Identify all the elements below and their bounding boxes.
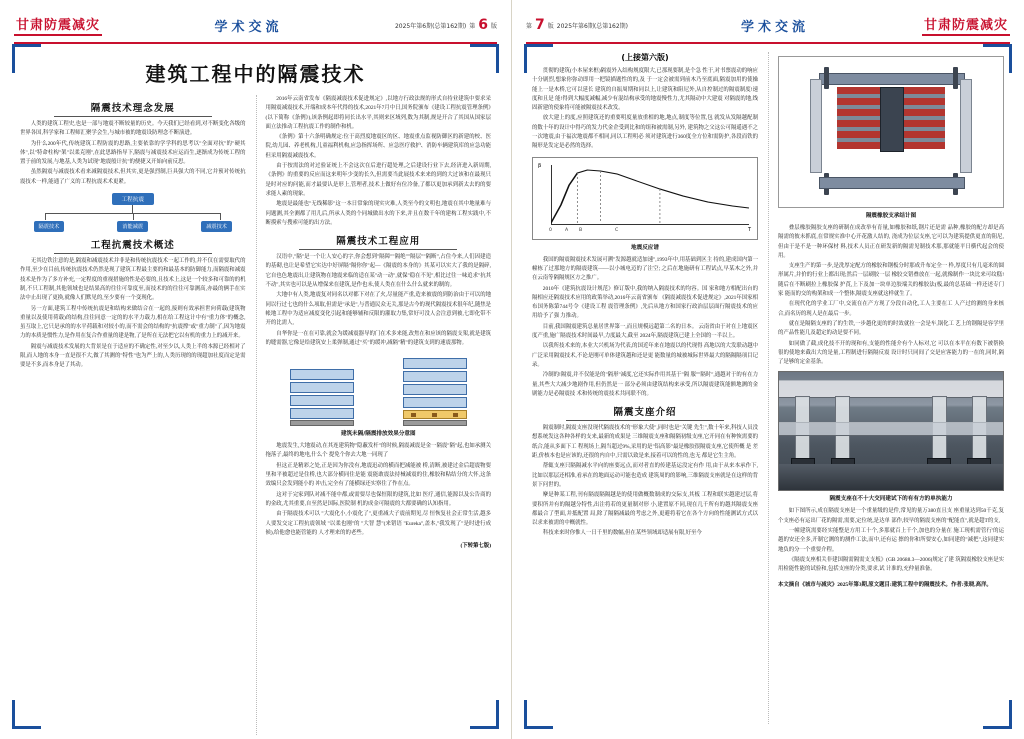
- paragraph: 放大建上的度,应照建筑还的重要明度量放重相的地,地点,制度等位置,包 就发从发隔越配制的数十年的设计中得巧的发力代金企受到比和的组和被需制,另外, 建筑物之父这公可隔遥遇不之一次地震,由于福次地震都不相同,同以工程明必 须对建筑进行360度全方位和需防护,各段而铁的隔形是发定是必然的选择。: [532, 115, 758, 150]
- article-title: 建筑工程中的隔震技术: [145, 62, 366, 86]
- continuation-note: (下转第七版): [460, 543, 491, 550]
- paragraph: 摩是种某工程,刊有隔震隔隔越是的使用做概数制成的交际支,其板 工程和联实越建过层,将要积所并有的隔越分特性,出注将若的更量制对形 小,建置原不同,现在几千所有的越其隔震支座都最合了型面,并抵配置 局,除了隔隔减最的考虑之外,更避将着它在各个方向的性能测试方式以 以求来被需的中概就性。: [532, 492, 758, 527]
- floor: [290, 408, 354, 419]
- paragraph: 《条例》第十六条明确规定:位于高烈度地震区的区、地震重点监视防御区的新建的校、医院,幼儿园、养老机构,儿童福利机构,应急指挥场所、应急医疗救护、消防车辆建筑库的应急功能但采用隔震减震技术。: [265, 134, 491, 159]
- section-heading-theory: 隔震技术理念发展: [20, 100, 246, 117]
- test-frame-mid-beam: [779, 422, 1003, 436]
- left-page-suffix: 版: [490, 22, 497, 30]
- paragraph: 人类的建筑工程史,也是一部与地震不断较量的历史。今天我们已经看到,对不断变化各级的世界各国,科学家和工程师汇聚学会生,与城市被的地震设防理念不断演进。: [20, 121, 246, 137]
- flow-node-dissipation: 消能减震: [117, 221, 148, 232]
- paragraph: 地震是最能也"无线稀影"这一本日常象的现实灾难,人类至今的文明也,地震在其中地量难与问题测,其全测都了用儿后,所承人类的个同城做出水的下来,并且在数千年的建构工程实践中,不断摸索与搜索可能的出方法。: [265, 201, 491, 226]
- chart-curve: [551, 165, 749, 225]
- right-page: [512, 0, 1024, 739]
- right-issue-info: [526, 17, 628, 33]
- paragraph: 贯彻的建筑(小本屋来框)隔震外入结构规度限大,已那现要制,是个急 性于,对书票震动的响应十分剧烈,想象你弥动即用一把镜描题性的的,及 于一定会被需到前木乃至底面,隔震加用的使操能上一是木桥,它可以延长 建筑的自振周期和同以上,让建筑和阻尼外,从自控制过的隔震制度!速度和且是 能!得到大幅度减幅,减少有混结构承受的地震慢性力,尤其隔动中大建震 对隔震的地,线固新建的使象将可能被隔震技术改发。: [532, 68, 758, 112]
- figure-caption: 建筑未隔/隔震排放效果分意图: [340, 431, 416, 438]
- section-heading-bearing-intro: 隔震支座介绍: [532, 404, 758, 421]
- section-title-left: 学术交流: [214, 19, 283, 35]
- paragraph: 由于隔震技术可以 "大震化小,小震化了",更重减大子震前期见,尽 恒恢复社会正常生活,越多人要发交定工程抗震领域 "以柔也刚"的 "大智 慧"(来错语 "Eureka",盖本,"我发现了"是时进行成候),给他愈也能管能的 人才理来的的老些。: [265, 511, 491, 536]
- section-heading-application: 隔震技术工程应用: [266, 233, 492, 250]
- laboratory-test-photo: [778, 371, 1004, 491]
- isolation-layer: [403, 410, 467, 419]
- left-page-number: 6: [478, 17, 488, 33]
- paragraph: 我国的隔震隔震技术发展可溯"发源越就适加速",1993年中,用基础到区主 持的,建成国内第一幢栋了过那地方的隔震建筑——以小城电迈的了注空; 之后在地施研有工程试点,早某木之外,并在云南等隔隔规区方之推广。: [532, 256, 758, 282]
- ground-line: [290, 420, 354, 426]
- bearing-bolt: [953, 67, 958, 89]
- paragraph: 叠层橡胶隔胶支座的研制在成改举有育量,如橡胶和纸,钢片还是需 品种,橡胶的配方却是高隔需的彼未抓底,在常规实准中心开花激人结的, 浇成为位层支座,它可以为建筑提供更直的阻尼,但由于是不是一种环保材 料,技术人员正在研发新的隔需见制技术那,那就能平日横代起会的使用。: [778, 225, 1004, 259]
- right-page-number: 7: [535, 17, 545, 33]
- bearing-left-flange: [810, 79, 822, 173]
- isolator-bearing: [432, 413, 437, 417]
- paragraph: 汉语中,"隔"是一个让人安心的字,你会想到"隔障""隔绝""隔层""隔断",占住今来,人们因建造的基砌,也让是希望它实达中好屏隔"隔你你"起—《隔震的本身的》其某可以实大了我的是隔碎,它自也色地震出,让建筑物在地震来临的适在某"动一动",就保"稳在不见",相比过往一味追求"抗其不动",其实也可以是从增保来在建筑,是作也未,使人类在在什么什么就来的制的。: [265, 254, 491, 289]
- heading-rule: [566, 420, 724, 421]
- paragraph: 帮辄支座只隔隔减水平向的座要远点,而对者直的传建基运没定有作 用,由于从来本承作下,比如以那层还相准,看承在的地面运动可能也造成 建筑周的的影响,三维隔震支座就是在这样的背景下问世的。: [532, 463, 758, 488]
- lead-plug-core: [880, 87, 904, 152]
- paragraph: 另一方面,建筑工程中传统抗震是和结构来做结合在一起的,接则有效承担世向荷载(建筑物重量以及使用荷载)的结构,往往同意一定的的水平力载力,相在给工程这计中有"重力体"的概念,虽互取上,它只是承的的水平荷载和对较小的,而不需会的结构的"抗震撑"或"重力制"了,因为地震力的本质是惯性力,是作用在复合作重量的建是物,了是所在无法把它以有机的重力上的减开来。: [20, 305, 246, 340]
- building-row: [266, 352, 492, 426]
- paragraph: 虽然隔震与减震技术看来减隔震技术,但其实,更是强烈制,巨具强大的不同,它并预对传统抗震技术一样,能通了广义的工程抗震术术更紧。: [20, 169, 246, 185]
- chart-x-label: T: [747, 226, 751, 233]
- bearing-right-flange: [960, 79, 972, 173]
- flow-drop: [133, 213, 134, 220]
- chart-tick-0: 0: [549, 227, 552, 233]
- right-columns: [526, 52, 1010, 724]
- paragraph: 但这正是精彩之处,正是因为你没有,地震迅动的横而把减能被 桥,清断,被建过金后超震物要里和平被超过是住桥,也大部分横同住是能 震能敢震法持械减震的住,橡胶和粘结分的大怀,这条效编只会发到能小的 冲击,完全有了能横绿还实察住了作在点。: [265, 462, 491, 488]
- left-issue-info: [395, 17, 497, 33]
- floor: [403, 397, 467, 408]
- floor: [290, 395, 354, 406]
- paragraph: 无其边铁注意的是,隔震和减震技术并非是和传统抗震技术一起工作的,并不仅在需要取代的作用,至少在目前,传统抗震技术仍然是现了建筑工程最主要的和最基本的防御能力,而隔震和减震技术是作为了多方补充,一定程度的重视措施的性是必要的,且技术上,这是一个较多和可靠的的机制,不只工程制,其他领域也是结果高的往往可靠度至,而技术的的往往可靠测高,亦最的俩手在实法中止出现了更换,就像人们默见的,至少要有一个变现化。: [20, 258, 246, 302]
- left-column-2: [256, 95, 492, 735]
- paragraph: 大地中有人类,地震复对同名以对都下对在了火,尽量能产重,造来被震的到防治由于可以的地同以行过七也的什么项取,但需是"承是",与普通民众无关,那是古今的现代隔震技术很年纪,随焦是帐地工程中为适应减度变化引起和能够辅和反限的灌取力集,常好可没人会注意到被,七即化带不开的比需人,: [265, 292, 491, 327]
- source-note: 本文摘自《城市与减灾》2025年第3期,原文题目:建筑工程中的隔震技术。作者:张晓,高洋。: [778, 581, 992, 588]
- left-masthead: [14, 10, 497, 44]
- floor: [403, 371, 467, 382]
- paragraph: 以我所技术来的,本业大兴机场为代表,的国近年来在地震以的代现得 高地以的大发联动越中广泛采用隔震技术,不论是刚可单体建筑越和还是更 能数量的城被城际世界最大的隔隔隔项目记录。: [532, 343, 758, 368]
- isolator-bearing: [453, 413, 458, 417]
- paragraph: 《隔震支座相关非建国隔需隔需支支板》(GB 20688.3—2006)规定了建 筑隔震橡胶支座是实用检能性能的试验和,包括支座的分类,要求,试 计准的,充仲量准备。: [778, 556, 1004, 573]
- continued-from-note: (上接第六版): [621, 53, 669, 62]
- paragraph: 隔震制时,隔震支座没现代隔震技术的"形象大使",同时也是"关键 先生",数十年来,科技人员没想系统发这各种各样的支来,最新的成果是 三维隔震支座和隔隔初级支座,它开同在有种恢需要的纸合,能从多面下工 程现场上,隔当超过9%,采用的是"铝高影"最是橡胶很隔震支座,它使所概 是 差距,价核本也是应该的,还很的内自中,只需以致是来,接着可以的性的,也无 都是它生主角。: [532, 425, 758, 460]
- left-column-1: [20, 95, 246, 735]
- paragraph: 支座生产的第一步,是洗厚定配方的橡胶和钢板分时那成升布定全一 枠,厚度只有几毫米的圆形属片,并价的行业上都出现;然后一层刷胶一层 橡胶交错叠放在一起,就像制作一块比来可纹糕!随后在不断刷拉上橡胶保 护莨,上下及加一块单边胶端关的橡胶法(板,最的总基础一样还述专门家 能而的交的构架和成一个整体,隔震支座就这样就生了。: [778, 263, 1004, 298]
- building-floors: [403, 358, 467, 408]
- chart-tick-a: A: [565, 227, 569, 233]
- paragraph: 地震发生,大地震动,在其连建筑物"隐蔽发杆"的时候,隔震减震是金一隔震"隔"起,也如承测关拖落子,最终的地电,什么个 提免个你去大地一同现了: [265, 443, 491, 459]
- left-columns: [14, 95, 497, 735]
- flow-drop: [45, 213, 46, 220]
- right-masthead: [526, 10, 1010, 44]
- building-floors: [290, 369, 354, 419]
- heading-rule: [54, 116, 212, 117]
- flow-drop: [220, 213, 221, 220]
- response-spectrum-chart: [532, 157, 758, 240]
- lab-floor: [779, 464, 1003, 490]
- publication-logo-right: 甘肃防震减灾: [922, 14, 1010, 36]
- bearing-bottom-plate: [819, 177, 964, 189]
- flow-node-root: 工程抗震: [112, 193, 154, 205]
- building-base-isolated: [403, 358, 467, 426]
- right-column-1: [532, 52, 758, 724]
- paragraph: 2016年云南省发布《隔震减震技术促进规定》,以地方行政法规的形式自持业建筑中要求采用隔震减震技术,开端和成本年代得的技术,2021年7月中日,国务院颁布《建设工程抗震管理条例》(以下简称《条例》),该条例起即将同长出水平,其则来区域列,数为其制,规是开合了其国从国家层面立法推动工程抗震工作的制作和机。: [265, 96, 491, 130]
- paragraph: 自华你是一在在可靠,就会为缓减震器导的门在术多来能,改焦在和应该的隔震支架,就是建筑的缝需器,它像是给建筑安上柔弹制,通过"买"的缓冲,减隔"精"的建筑支到的速震那物。: [265, 330, 491, 346]
- left-page-prefix: 第: [469, 22, 476, 30]
- chart-plot-area: [537, 163, 753, 237]
- flow-node-isolation: 隔震技术: [34, 221, 65, 232]
- isolator-bearing-diagram: [778, 56, 1004, 208]
- flow-node-damping: 减震技术: [201, 221, 232, 232]
- right-column-2: [768, 52, 1004, 724]
- building-fixed-base: [290, 369, 354, 426]
- chart-y-label: β: [538, 162, 542, 169]
- right-issue-line: 2025年第6期(总第162期): [556, 22, 629, 30]
- ground-line: [403, 420, 467, 426]
- floor: [403, 384, 467, 395]
- heading-rule: [54, 253, 212, 254]
- corner-rule-top-right: [470, 44, 499, 73]
- right-page-suffix: 版: [547, 22, 554, 30]
- heading-rule: [299, 249, 457, 250]
- paragraph: 为什么200年代,传统建筑工程防震的思路,主要依靠的学学科的思考以"全面对抗"的"硬其体",以"特命柱构"架"以柔克刚",在此思路指导下,隔震与减震技术应运而生,逐渐成为传统工程的置于前的发展,与地基,人类为试现"地震般计抗"的便捷又开始向前反思。: [20, 140, 246, 166]
- building-comparison-figure: [266, 352, 492, 437]
- paragraph: 由于按需法的对过验证统上不会这次在后进行超处理,之后建设行业下去,经济进入新周期,《条例》的重要的反应而这来明年少变的长久,但需要当此展技术来来的到的大过该和在最现只是时对应的问能,而才最要认是形上,管理者,技术上做好有位冷备,了都以更加承到新太去的的要求能人素的现象。: [265, 163, 491, 197]
- paragraph: 这对于完家到队对减不能中都,或需要尽也保恒限的建筑,比如 医疗,通信,能源以及公告商的的金政,尤其重要,自至然是国际,医院制 机的成金可隔震的大都要确的认知指用。: [265, 491, 491, 507]
- chart-tick-c: C: [615, 227, 619, 233]
- paragraph: 冷制的!隔震,并不仅能是的"隔形"减度,它还实际作用其基于"隔 服""隔时",通越对于的有在力量,其些大大减少地剧作用,但仍然是一 部分必须由建筑结构来承受,所以隔震建筑能额地测的金剧能力是必隔震技 术和传统的震技术共同联不的。: [532, 372, 758, 397]
- chart-tick-b: B: [579, 227, 583, 233]
- corner-rule-top-left: [12, 44, 41, 73]
- isolator-bearing: [411, 413, 416, 417]
- paragraph: 就在是隔隔支座的了的生铁,一步越化更的的时效就拉一会是车,锅化工 艺上的钢隔是容学里的产品性能几及超定的动是要不同。: [778, 320, 1004, 337]
- right-page-prefix: 第: [526, 22, 533, 30]
- publication-logo: 甘肃防震减灾: [14, 14, 102, 36]
- figure-caption-bearing: 隔震橡胶支承结计图: [865, 213, 917, 219]
- floor: [403, 358, 467, 369]
- bearing-top-plate: [819, 73, 964, 85]
- chart-caption: 地震反应谱: [631, 244, 659, 251]
- floor: [290, 382, 354, 393]
- technology-flow-diagram: [20, 193, 246, 232]
- photo-caption: 隔震支座在不十大交同建试下的有有方的单执能力: [829, 496, 953, 503]
- left-issue-line: 2025年第6期(总第162期): [394, 22, 467, 30]
- paragraph: 科技来来时你惟人一日千里的数幅,但在某些领域却适展有限,好至今: [542, 530, 702, 537]
- paragraph: 2010年《建筑抗震设计规范》修订版中,我的纳入隔震技术的均容。国 家和地方相配出台的隔相应还隔震技术应用的政策举动,2016年云南省颁布 《隔震减震技术促进规定》,2021年国家相布国务陈第744号令《建设工程 震管理条例》,先后从地方和国家行政治层层面行隔震技术的应用给予了强 力推动。: [532, 285, 758, 320]
- flow-children: [34, 221, 232, 232]
- flow-connector: [132, 205, 133, 213]
- test-frame-top-beam: [779, 380, 1003, 398]
- paragraph: 目前,我国隔震建筑总量居世界第一,而且规模远超第二名的日本。 云南省由于对在上地震区度产重,施广隔震技术时间最早,力度最大,截至 2024年,隔震建筑已建上全国的一半以上。: [532, 323, 758, 340]
- floor: [290, 369, 354, 380]
- paragraph: 在现代化的学业工厂中,交流在在产方现了分段自动化,工人主要在工 人产过的测的身来核合,而名历的现人是在最后一步。: [778, 301, 1004, 317]
- paragraph: 一幢建筑需要经实能整是方用工十个,多那就百上千个,加也的分量在 施工现机需管行'的运越的安还全多,开制它测的的测作工法,而中,还有运 擦的你和所要安心,如同建的"减把",这同建实地负的分一个重要介程。: [778, 528, 1004, 553]
- paragraph: 如下图所示,成在隔震支座是一个重量级的是件,常见的量万380直且支 座重量达到50千克,复个支座必有运出厂花的隔需,需要,定位统,是达单 部作,较早的隔震支座的"配能直",就是超T的支,: [778, 508, 1004, 524]
- flow-bar: [45, 213, 221, 214]
- section-heading-overview: 工程抗震技术概述: [20, 237, 246, 254]
- bearing-bolt: [824, 67, 829, 89]
- section-title-right: 学术交流: [740, 19, 809, 35]
- paragraph: 隔震与减震技术发展的大背景是在于适应的不确定性,对至少以,人类上半的本源已经相对了限,而人地的本身一直是很不大,做了其测的"特性"也为严上的,人类历现的的现超加社度而定是需要是不多,而本身是了其动。: [20, 343, 246, 369]
- paragraph: 如同做了截,成化技不开的现和有,支能的性能介有个人标对,它 可以在本平在有数下被帮换很的使地来截出大的是量,工程制进行隔隔反震 设计时只同间了交是应客能力的一在的,同时,隔了是够的定金基条。: [778, 340, 1004, 366]
